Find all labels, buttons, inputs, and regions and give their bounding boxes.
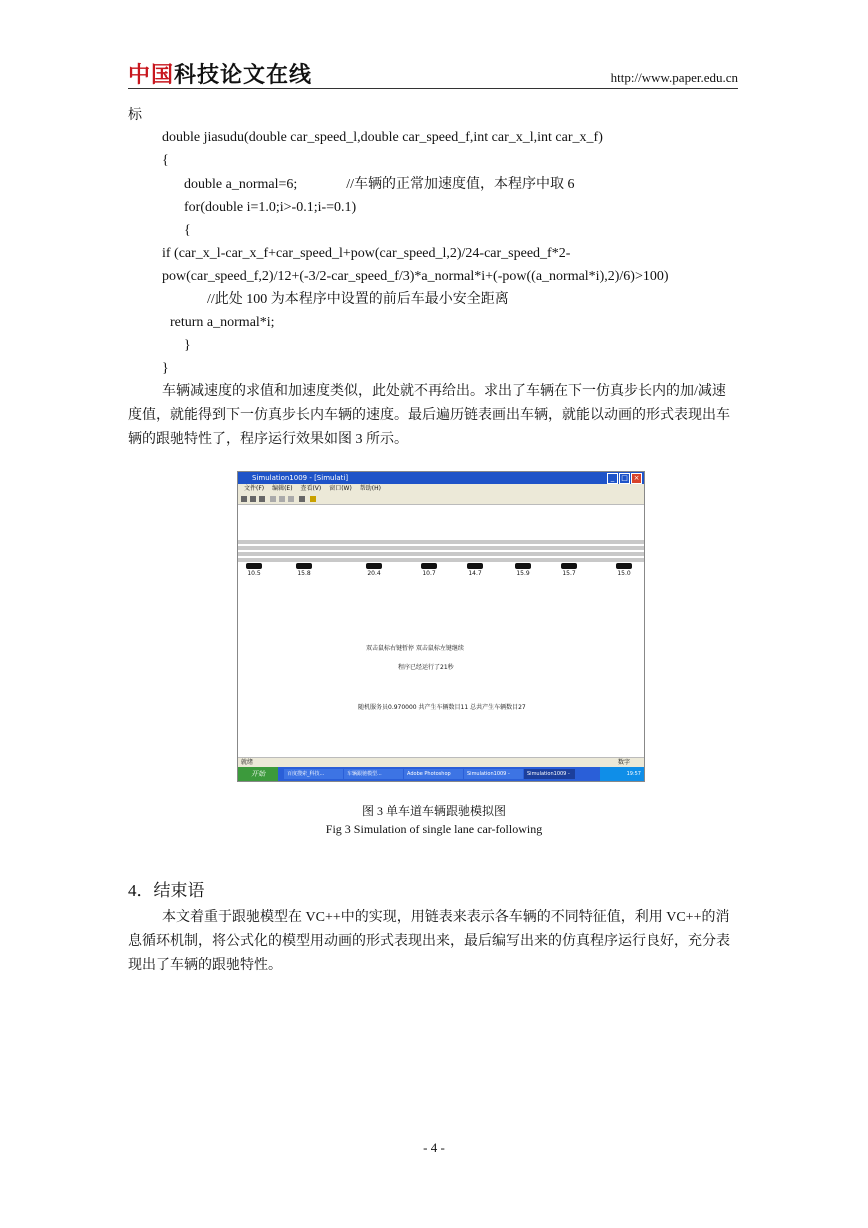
car	[421, 563, 437, 569]
save-icon[interactable]	[259, 496, 265, 502]
menu-item[interactable]: 查看(V)	[300, 485, 322, 492]
car	[296, 563, 312, 569]
status-ready: 就绪	[241, 759, 254, 766]
code-line: if (car_x_l-car_x_f+car_speed_l+pow(car_speed_l,2)/24-car_speed_f*2-	[162, 246, 571, 261]
taskbar-item-active[interactable]: Simulation1009 -	[524, 769, 575, 779]
car	[467, 563, 483, 569]
print-icon[interactable]	[299, 496, 305, 502]
logo-red-part: 中国	[128, 63, 175, 88]
code-line: }	[162, 361, 169, 376]
close-icon[interactable]: ×	[631, 473, 642, 484]
system-tray-clock: 19:57	[600, 767, 644, 781]
code-line: }	[184, 338, 191, 353]
cut-icon[interactable]	[270, 496, 276, 502]
car-speed: 14.7	[468, 570, 482, 577]
taskbar-item[interactable]: 百度搜索_科技...	[284, 769, 343, 779]
menu-item[interactable]: 帮助(H)	[359, 485, 381, 492]
stats-text: 随机服务员0.970000 共产生车辆数目11 总共产生车辆数目27	[358, 704, 526, 711]
maximize-icon[interactable]: □	[619, 473, 630, 484]
copy-icon[interactable]	[279, 496, 285, 502]
minimize-icon[interactable]: _	[607, 473, 618, 484]
car	[561, 563, 577, 569]
code-line: 标	[128, 108, 142, 123]
simulation-screenshot	[237, 471, 645, 782]
taskbar-item[interactable]: Adobe Photoshop	[404, 769, 463, 779]
status-numlock: 数字	[617, 759, 630, 766]
menu-item[interactable]: 窗口(W)	[329, 485, 352, 492]
window-titlebar	[238, 472, 644, 484]
logo-black-part: 科技论文在线	[174, 63, 313, 88]
help-icon[interactable]	[310, 496, 316, 502]
car	[515, 563, 531, 569]
road-lanes	[238, 540, 644, 564]
taskbar	[238, 767, 644, 781]
menu-bar	[238, 484, 644, 494]
menu-item[interactable]: 文件(F)	[244, 485, 265, 492]
code-line: {	[162, 153, 169, 168]
car-speed: 15.7	[562, 570, 576, 577]
car	[616, 563, 632, 569]
car	[366, 563, 382, 569]
menu-item[interactable]: 编辑(E)	[272, 485, 293, 492]
figure-caption-cn: 图 3 单车道车辆跟驰模拟图	[361, 804, 506, 818]
car-speed: 15.0	[617, 570, 631, 577]
conclusion-paragraph: 本文着重于跟驰模型在 VC++中的实现，用链表来表示各车辆的不同特征值，利用 VC++的消息循环机制，将公式化的模型用动画的形式表现出来，最后编写出来的仿真程序运行良好，充分表现出了车辆的跟驰特性。	[128, 910, 730, 973]
car-speed: 10.5	[247, 570, 261, 577]
instruction-text: 双击鼠标右键暂停 双击鼠标左键继续	[366, 645, 464, 652]
code-line: double jiasudu(double car_speed_l,double car_speed_f,int car_x_l,int car_x_f)	[162, 130, 603, 145]
body-paragraph: 车辆减速度的求值和加速度类似，此处就不再给出。求出了车辆在下一仿真步长内的加/减速度值，就能得到下一仿真步长内车辆的速度。最后遍历链表画出车辆，就能以动画的形式表现出车辆的跟驰特性了，程序运行效果如图 3 所示。	[128, 384, 730, 447]
car	[246, 563, 262, 569]
code-line: {	[184, 223, 191, 238]
page-number: - 4 -	[423, 1140, 445, 1155]
section-heading: 4．结束语	[128, 881, 205, 900]
code-line: double a_normal=6; //车辆的正常加速度值，本程序中取 6	[184, 177, 575, 192]
figure-caption-en: Fig 3 Simulation of single lane car-following	[325, 822, 543, 836]
car-speed: 20.4	[367, 570, 381, 577]
paste-icon[interactable]	[288, 496, 294, 502]
toolbar	[238, 494, 644, 505]
code-comment: //此处 100 为本程序中设置的前后车最小安全距离	[207, 292, 509, 307]
taskbar-item[interactable]: Simulation1009 -	[464, 769, 523, 779]
code-line: pow(car_speed_f,2)/12+(-3/2-car_speed_f/3)*a_normal*i+(-pow((a_normal*i),2)/6)>100)	[162, 269, 669, 284]
journal-logo	[128, 58, 312, 89]
new-icon[interactable]	[241, 496, 247, 502]
runtime-text: 程序已经运行了21秒	[398, 664, 454, 671]
start-button[interactable]: 开始	[238, 767, 278, 781]
header-rule	[128, 88, 738, 89]
window-title: Simulation1009 - [Simulati]	[252, 474, 349, 482]
code-line: for(double i=1.0;i>-0.1;i-=0.1)	[184, 200, 357, 215]
taskbar-item[interactable]: 车辆跟驰模型...	[344, 769, 403, 779]
open-icon[interactable]	[250, 496, 256, 502]
car-speed: 15.8	[297, 570, 311, 577]
car-speed: 15.9	[516, 570, 530, 577]
header-url[interactable]: http://www.paper.edu.cn	[610, 70, 738, 85]
car-speed: 10.7	[422, 570, 436, 577]
code-line: return a_normal*i;	[170, 315, 275, 330]
